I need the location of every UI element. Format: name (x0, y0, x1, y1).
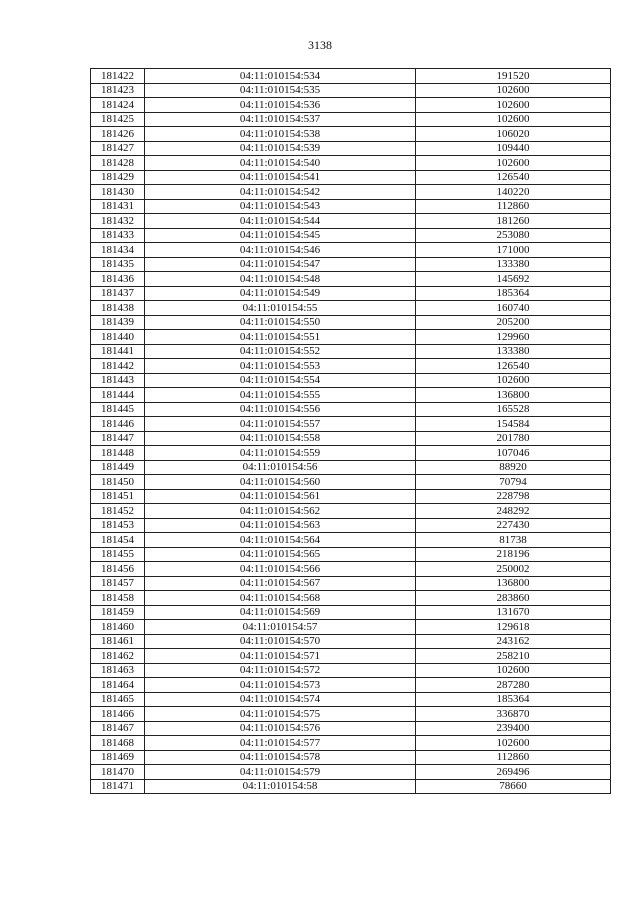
table-row (91, 402, 611, 417)
cadastral-number-cell: 04:11:010154:568 (145, 591, 416, 606)
row-number-cell: 181449 (91, 460, 145, 475)
table-row (91, 315, 611, 330)
row-number-cell: 181439 (91, 315, 145, 330)
table-row (91, 605, 611, 620)
cadastral-value-cell: 102600 (416, 156, 611, 171)
table-row (91, 620, 611, 635)
row-number-cell: 181426 (91, 127, 145, 142)
cadastral-number-cell: 04:11:010154:543 (145, 199, 416, 214)
table-row (91, 141, 611, 156)
table-row (91, 98, 611, 113)
table-row (91, 475, 611, 490)
cadastral-value-cell: 133380 (416, 344, 611, 359)
cadastral-value-cell: 205200 (416, 315, 611, 330)
cadastral-number-cell: 04:11:010154:55 (145, 301, 416, 316)
cadastral-value-cell: 109440 (416, 141, 611, 156)
cadastral-value-cell: 239400 (416, 721, 611, 736)
row-number-cell: 181427 (91, 141, 145, 156)
cadastral-number-cell: 04:11:010154:563 (145, 518, 416, 533)
row-number-cell: 181447 (91, 431, 145, 446)
cadastral-value-cell: 70794 (416, 475, 611, 490)
table-row (91, 359, 611, 374)
cadastral-value-cell: 258210 (416, 649, 611, 664)
cadastral-number-cell: 04:11:010154:566 (145, 562, 416, 577)
cadastral-number-cell: 04:11:010154:575 (145, 707, 416, 722)
row-number-cell: 181462 (91, 649, 145, 664)
table-row (91, 504, 611, 519)
cadastral-value-cell: 126540 (416, 170, 611, 185)
cadastral-number-cell: 04:11:010154:554 (145, 373, 416, 388)
cadastral-value-cell: 106020 (416, 127, 611, 142)
row-number-cell: 181465 (91, 692, 145, 707)
table-row (91, 257, 611, 272)
cadastral-value-cell: 171000 (416, 243, 611, 258)
table-row (91, 199, 611, 214)
cadastral-value-cell: 136800 (416, 576, 611, 591)
cadastral-number-cell: 04:11:010154:547 (145, 257, 416, 272)
cadastral-value-cell: 248292 (416, 504, 611, 519)
cadastral-value-cell: 287280 (416, 678, 611, 693)
row-number-cell: 181446 (91, 417, 145, 432)
table-row (91, 591, 611, 606)
cadastral-value-cell: 185364 (416, 286, 611, 301)
cadastral-number-cell: 04:11:010154:58 (145, 779, 416, 794)
row-number-cell: 181422 (91, 69, 145, 84)
table-row (91, 634, 611, 649)
cadastral-value-cell: 185364 (416, 692, 611, 707)
cadastral-number-cell: 04:11:010154:577 (145, 736, 416, 751)
cadastral-number-cell: 04:11:010154:560 (145, 475, 416, 490)
table-row (91, 765, 611, 780)
row-number-cell: 181470 (91, 765, 145, 780)
cadastral-number-cell: 04:11:010154:534 (145, 69, 416, 84)
cadastral-value-cell: 102600 (416, 736, 611, 751)
cadastral-value-cell: 131670 (416, 605, 611, 620)
table-row (91, 228, 611, 243)
row-number-cell: 181456 (91, 562, 145, 577)
cadastral-number-cell: 04:11:010154:572 (145, 663, 416, 678)
cadastral-value-table (90, 68, 611, 794)
cadastral-number-cell: 04:11:010154:57 (145, 620, 416, 635)
cadastral-number-cell: 04:11:010154:569 (145, 605, 416, 620)
table-row (91, 489, 611, 504)
row-number-cell: 181428 (91, 156, 145, 171)
cadastral-number-cell: 04:11:010154:558 (145, 431, 416, 446)
table-row (91, 83, 611, 98)
row-number-cell: 181448 (91, 446, 145, 461)
cadastral-value-cell: 201780 (416, 431, 611, 446)
cadastral-value-cell: 81738 (416, 533, 611, 548)
cadastral-value-cell: 253080 (416, 228, 611, 243)
row-number-cell: 181469 (91, 750, 145, 765)
row-number-cell: 181460 (91, 620, 145, 635)
row-number-cell: 181466 (91, 707, 145, 722)
cadastral-number-cell: 04:11:010154:559 (145, 446, 416, 461)
row-number-cell: 181440 (91, 330, 145, 345)
cadastral-number-cell: 04:11:010154:540 (145, 156, 416, 171)
table-row (91, 649, 611, 664)
table-row (91, 69, 611, 84)
table-body (91, 69, 611, 794)
table-row (91, 576, 611, 591)
cadastral-number-cell: 04:11:010154:56 (145, 460, 416, 475)
table-row (91, 779, 611, 794)
row-number-cell: 181468 (91, 736, 145, 751)
cadastral-value-cell: 107046 (416, 446, 611, 461)
row-number-cell: 181463 (91, 663, 145, 678)
cadastral-number-cell: 04:11:010154:556 (145, 402, 416, 417)
cadastral-number-cell: 04:11:010154:557 (145, 417, 416, 432)
cadastral-value-cell: 88920 (416, 460, 611, 475)
row-number-cell: 181455 (91, 547, 145, 562)
cadastral-value-cell: 227430 (416, 518, 611, 533)
row-number-cell: 181429 (91, 170, 145, 185)
row-number-cell: 181438 (91, 301, 145, 316)
cadastral-number-cell: 04:11:010154:561 (145, 489, 416, 504)
row-number-cell: 181451 (91, 489, 145, 504)
cadastral-number-cell: 04:11:010154:555 (145, 388, 416, 403)
cadastral-number-cell: 04:11:010154:562 (145, 504, 416, 519)
table-row (91, 663, 611, 678)
table-row (91, 388, 611, 403)
row-number-cell: 181452 (91, 504, 145, 519)
table-row (91, 707, 611, 722)
cadastral-number-cell: 04:11:010154:548 (145, 272, 416, 287)
cadastral-number-cell: 04:11:010154:579 (145, 765, 416, 780)
cadastral-value-cell: 228798 (416, 489, 611, 504)
row-number-cell: 181430 (91, 185, 145, 200)
cadastral-number-cell: 04:11:010154:536 (145, 98, 416, 113)
row-number-cell: 181432 (91, 214, 145, 229)
cadastral-value-cell: 154584 (416, 417, 611, 432)
table-row (91, 518, 611, 533)
cadastral-value-cell: 112860 (416, 750, 611, 765)
cadastral-value-cell: 102600 (416, 373, 611, 388)
row-number-cell: 181457 (91, 576, 145, 591)
cadastral-number-cell: 04:11:010154:553 (145, 359, 416, 374)
cadastral-number-cell: 04:11:010154:574 (145, 692, 416, 707)
cadastral-number-cell: 04:11:010154:544 (145, 214, 416, 229)
row-number-cell: 181425 (91, 112, 145, 127)
row-number-cell: 181442 (91, 359, 145, 374)
table-row (91, 678, 611, 693)
cadastral-number-cell: 04:11:010154:546 (145, 243, 416, 258)
page-number: 3138 (308, 38, 332, 52)
cadastral-number-cell: 04:11:010154:551 (145, 330, 416, 345)
row-number-cell: 181458 (91, 591, 145, 606)
row-number-cell: 181461 (91, 634, 145, 649)
cadastral-number-cell: 04:11:010154:537 (145, 112, 416, 127)
cadastral-value-cell: 145692 (416, 272, 611, 287)
cadastral-value-cell: 78660 (416, 779, 611, 794)
cadastral-value-cell: 250002 (416, 562, 611, 577)
cadastral-value-cell: 140220 (416, 185, 611, 200)
table-row (91, 460, 611, 475)
cadastral-value-cell: 218196 (416, 547, 611, 562)
cadastral-number-cell: 04:11:010154:570 (145, 634, 416, 649)
row-number-cell: 181471 (91, 779, 145, 794)
row-number-cell: 181444 (91, 388, 145, 403)
cadastral-value-cell: 191520 (416, 69, 611, 84)
cadastral-value-cell: 102600 (416, 83, 611, 98)
row-number-cell: 181431 (91, 199, 145, 214)
table-row (91, 112, 611, 127)
row-number-cell: 181433 (91, 228, 145, 243)
table-row (91, 301, 611, 316)
row-number-cell: 181443 (91, 373, 145, 388)
table-row (91, 446, 611, 461)
cadastral-number-cell: 04:11:010154:545 (145, 228, 416, 243)
cadastral-number-cell: 04:11:010154:565 (145, 547, 416, 562)
cadastral-value-cell: 126540 (416, 359, 611, 374)
cadastral-value-cell: 181260 (416, 214, 611, 229)
cadastral-value-cell: 165528 (416, 402, 611, 417)
cadastral-number-cell: 04:11:010154:552 (145, 344, 416, 359)
cadastral-number-cell: 04:11:010154:567 (145, 576, 416, 591)
cadastral-value-cell: 102600 (416, 98, 611, 113)
table-row (91, 431, 611, 446)
row-number-cell: 181450 (91, 475, 145, 490)
table-row (91, 272, 611, 287)
table-row (91, 214, 611, 229)
cadastral-value-cell: 133380 (416, 257, 611, 272)
table-row (91, 750, 611, 765)
cadastral-value-cell: 160740 (416, 301, 611, 316)
cadastral-value-cell: 102600 (416, 112, 611, 127)
cadastral-value-cell: 243162 (416, 634, 611, 649)
cadastral-number-cell: 04:11:010154:538 (145, 127, 416, 142)
table-row (91, 736, 611, 751)
cadastral-value-cell: 336870 (416, 707, 611, 722)
table-row (91, 243, 611, 258)
cadastral-value-cell: 112860 (416, 199, 611, 214)
table-row (91, 170, 611, 185)
row-number-cell: 181436 (91, 272, 145, 287)
cadastral-number-cell: 04:11:010154:576 (145, 721, 416, 736)
row-number-cell: 181464 (91, 678, 145, 693)
cadastral-number-cell: 04:11:010154:539 (145, 141, 416, 156)
row-number-cell: 181441 (91, 344, 145, 359)
cadastral-number-cell: 04:11:010154:550 (145, 315, 416, 330)
table-row (91, 533, 611, 548)
row-number-cell: 181423 (91, 83, 145, 98)
table-row (91, 156, 611, 171)
row-number-cell: 181467 (91, 721, 145, 736)
cadastral-value-cell: 129960 (416, 330, 611, 345)
cadastral-number-cell: 04:11:010154:541 (145, 170, 416, 185)
cadastral-value-cell: 136800 (416, 388, 611, 403)
row-number-cell: 181453 (91, 518, 145, 533)
row-number-cell: 181424 (91, 98, 145, 113)
cadastral-value-cell: 269496 (416, 765, 611, 780)
cadastral-number-cell: 04:11:010154:578 (145, 750, 416, 765)
cadastral-value-cell: 102600 (416, 663, 611, 678)
cadastral-number-cell: 04:11:010154:542 (145, 185, 416, 200)
cadastral-number-cell: 04:11:010154:535 (145, 83, 416, 98)
row-number-cell: 181454 (91, 533, 145, 548)
cadastral-value-cell: 129618 (416, 620, 611, 635)
table-row (91, 721, 611, 736)
row-number-cell: 181445 (91, 402, 145, 417)
cadastral-number-cell: 04:11:010154:571 (145, 649, 416, 664)
table-row (91, 286, 611, 301)
row-number-cell: 181459 (91, 605, 145, 620)
cadastral-number-cell: 04:11:010154:549 (145, 286, 416, 301)
row-number-cell: 181434 (91, 243, 145, 258)
cadastral-number-cell: 04:11:010154:573 (145, 678, 416, 693)
table-row (91, 127, 611, 142)
cadastral-value-cell: 283860 (416, 591, 611, 606)
table-row (91, 547, 611, 562)
row-number-cell: 181437 (91, 286, 145, 301)
table-row (91, 692, 611, 707)
table-row (91, 330, 611, 345)
table-row (91, 185, 611, 200)
table-row (91, 373, 611, 388)
cadastral-number-cell: 04:11:010154:564 (145, 533, 416, 548)
table-row (91, 417, 611, 432)
table-row (91, 344, 611, 359)
row-number-cell: 181435 (91, 257, 145, 272)
table-row (91, 562, 611, 577)
